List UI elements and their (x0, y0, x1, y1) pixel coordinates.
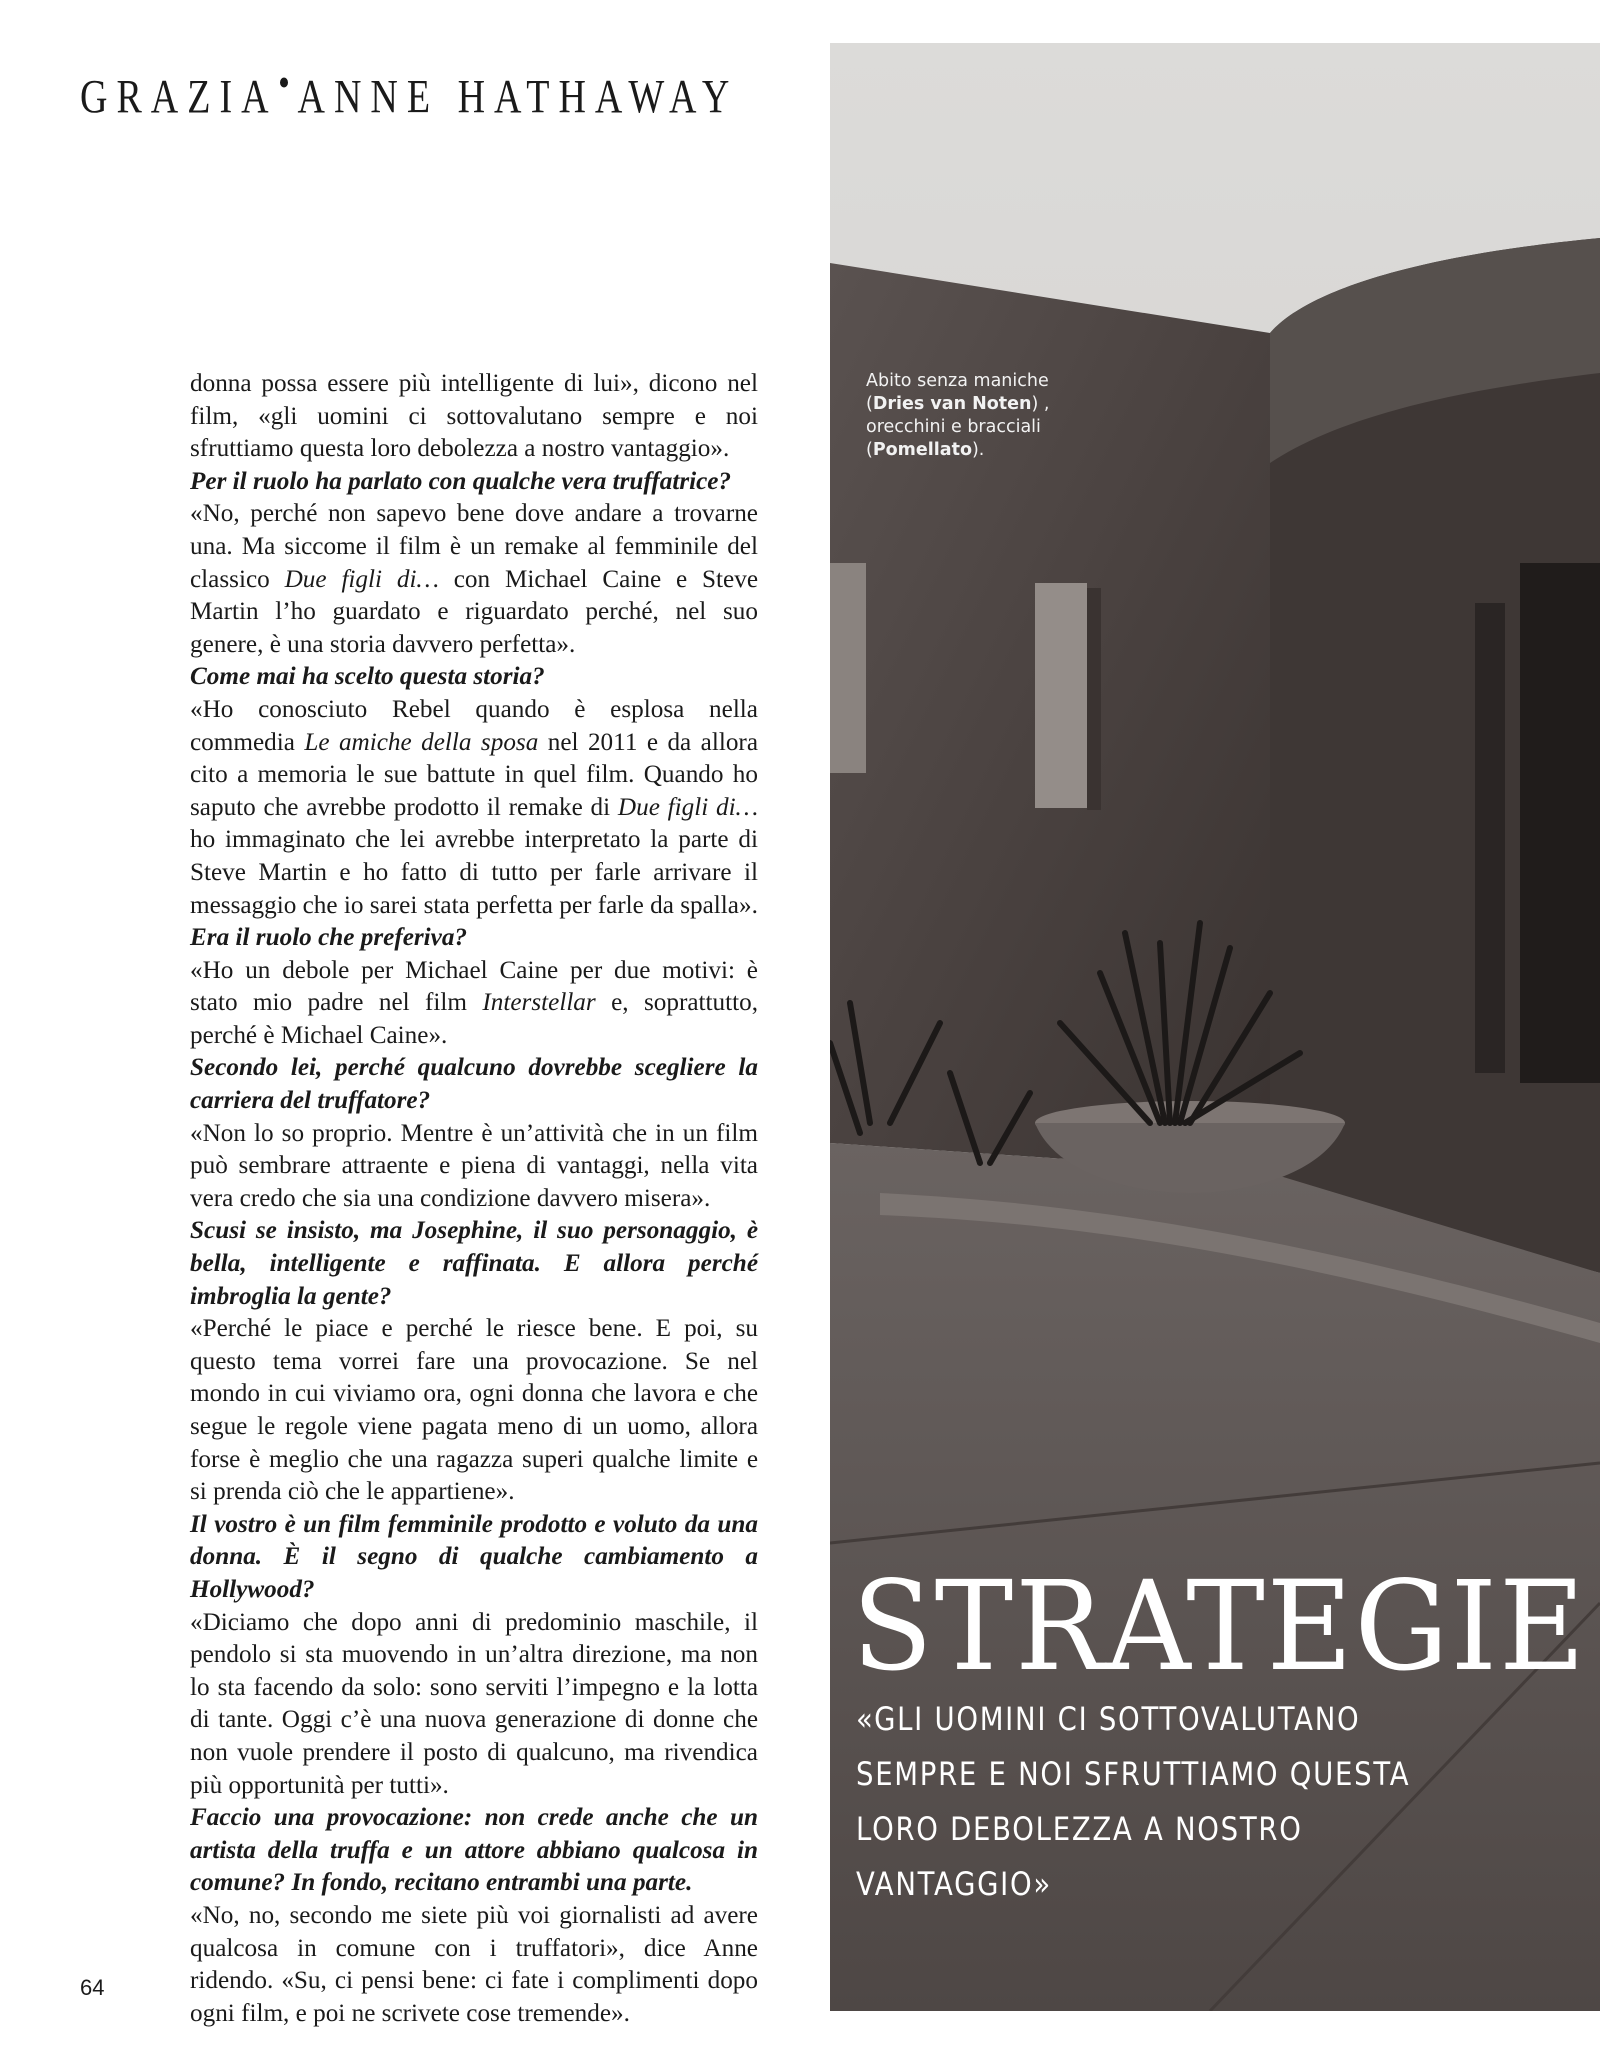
window-dark (1520, 563, 1600, 1083)
separator-dot-icon (280, 78, 288, 88)
caption-brand: Pomellato (872, 440, 972, 460)
running-header (80, 70, 738, 125)
answer: «Perché le piace e perché le riesce bene. E poi, su questo tema vorrei fare una provocazione. Se nel mondo in cui viviamo ora, ogni donna che lavora e che segue le regole viene pagata meno di un uomo, allora forse è meglio che una ragazza superi qualche limite e si prenda ciò che le appartiene». (190, 1315, 758, 1506)
paragraph: donna possa essere più intelligente di lui», dicono nel film, «gli uomini ci sottovalutano sempre e noi sfruttiamo questa loro debolezza a nostro vantaggio». (190, 370, 758, 463)
question: Faccio una provocazione: non crede anche che un artista della truffa e un attore abbiano qualcosa in comune? In fondo, recitano entrambi una parte. (190, 1804, 758, 1897)
caption-text: ). (971, 440, 985, 460)
question: Il vostro è un film femminile prodotto e voluto da una donna. È il segno di qualche cambiamento a Hollywood? (190, 1510, 758, 1603)
answer-text: «No, perché non sapevo bene dove andare a trovarne una. Ma siccome il film è un remake al femminile del classico (190, 500, 758, 593)
page-number: 64 (80, 1975, 105, 2000)
question: Come mai ha scelto questa storia? (190, 663, 545, 691)
answer (190, 955, 758, 1053)
answer-text: con Michael Caine e Steve Martin l’ho guardato e riguardato perché, nel suo genere, è una storia davvero perfetta». (190, 565, 759, 658)
film-title: Due figli di… (284, 565, 439, 593)
answer-text: ho immaginato che lei avrebbe interpretato la parte di Steve Martin e ho fatto di tutto per farle arrivare il messaggio che io sarei stata perfetta per farle da spalla». (190, 826, 758, 919)
wall-sconce-shadow (1087, 588, 1101, 810)
answer-text: nel 2011 e da allora cito a memoria le sue battute in quel film. Quando ho saputo che avrebbe prodotto il remake di (190, 728, 758, 821)
question: Per il ruolo ha parlato con qualche vera truffatrice? (190, 467, 732, 495)
answer-text: e, soprattutto, perché è Michael Caine». (190, 989, 758, 1049)
answer-text: «Ho un debole per Michael Caine per due motivi: è stato mio padre nel film (190, 956, 758, 1017)
film-title: Interstellar (482, 989, 596, 1017)
answer: «Non lo so proprio. Mentre è un’attività che in un film può sembrare attraente e piena di vantaggi, nella vita vera credo che sia una condizione davvero misera». (190, 1119, 758, 1212)
question: Scusi se insisto, ma Josephine, il suo personaggio, è bella, intelligente e raffinata. E allora perché imbroglia la gente? (190, 1217, 758, 1310)
question: Secondo lei, perché qualcuno dovrebbe scegliere la carriera del truffatore? (190, 1054, 758, 1115)
magazine-brand: GRAZIA (80, 71, 278, 124)
caption-text: Abito senza maniche ( (866, 371, 1049, 414)
film-title: Due figli di… (617, 793, 758, 821)
answer-text: «Ho conosciuto Rebel quando è esplosa nella commedia (190, 695, 758, 756)
caption-brand: Dries van Noten (872, 394, 1032, 414)
film-title: Le amiche della sposa (304, 728, 539, 756)
wall-sconce (1035, 583, 1087, 808)
answer (190, 694, 758, 922)
pull-quote: «GLI UOMINI CI SOTTOVALUTANO SEMPRE E NOI SFRUTTIAMO QUESTA LORO DEBOLEZZA A NOSTRO VANTAGGIO» (856, 1700, 1411, 1903)
article-body (190, 368, 758, 2030)
headline: STRATEGIE (852, 1555, 1587, 1699)
answer: «No, no, secondo me siete più voi giornalisti ad avere qualcosa in comune con i truffatori», dice Anne ridendo. «Su, ci pensi bene: ci fate i complimenti dopo ogni film, e poi ne scrivete cose tremende». (190, 1901, 758, 2027)
window-dark (1475, 603, 1505, 1073)
question: Era il ruolo che preferiva? (190, 924, 468, 952)
caption-text: ) , orecchini e bracciali ( (866, 394, 1050, 460)
wall-sconce (830, 563, 866, 773)
answer (190, 498, 758, 661)
subject-name: ANNE HATHAWAY (297, 71, 739, 124)
photo-caption (866, 370, 1106, 462)
answer: «Diciamo che dopo anni di predominio maschile, il pendolo si sta muovendo in un’altra direzione, ma non lo sta facendo da solo: sono serviti l’impegno e la lotta di tante. Oggi c’è una nuova generazione di donne che non vuole prendere il posto di qualcuno, ma rivendica più opportunità per tutti». (190, 1608, 758, 1799)
